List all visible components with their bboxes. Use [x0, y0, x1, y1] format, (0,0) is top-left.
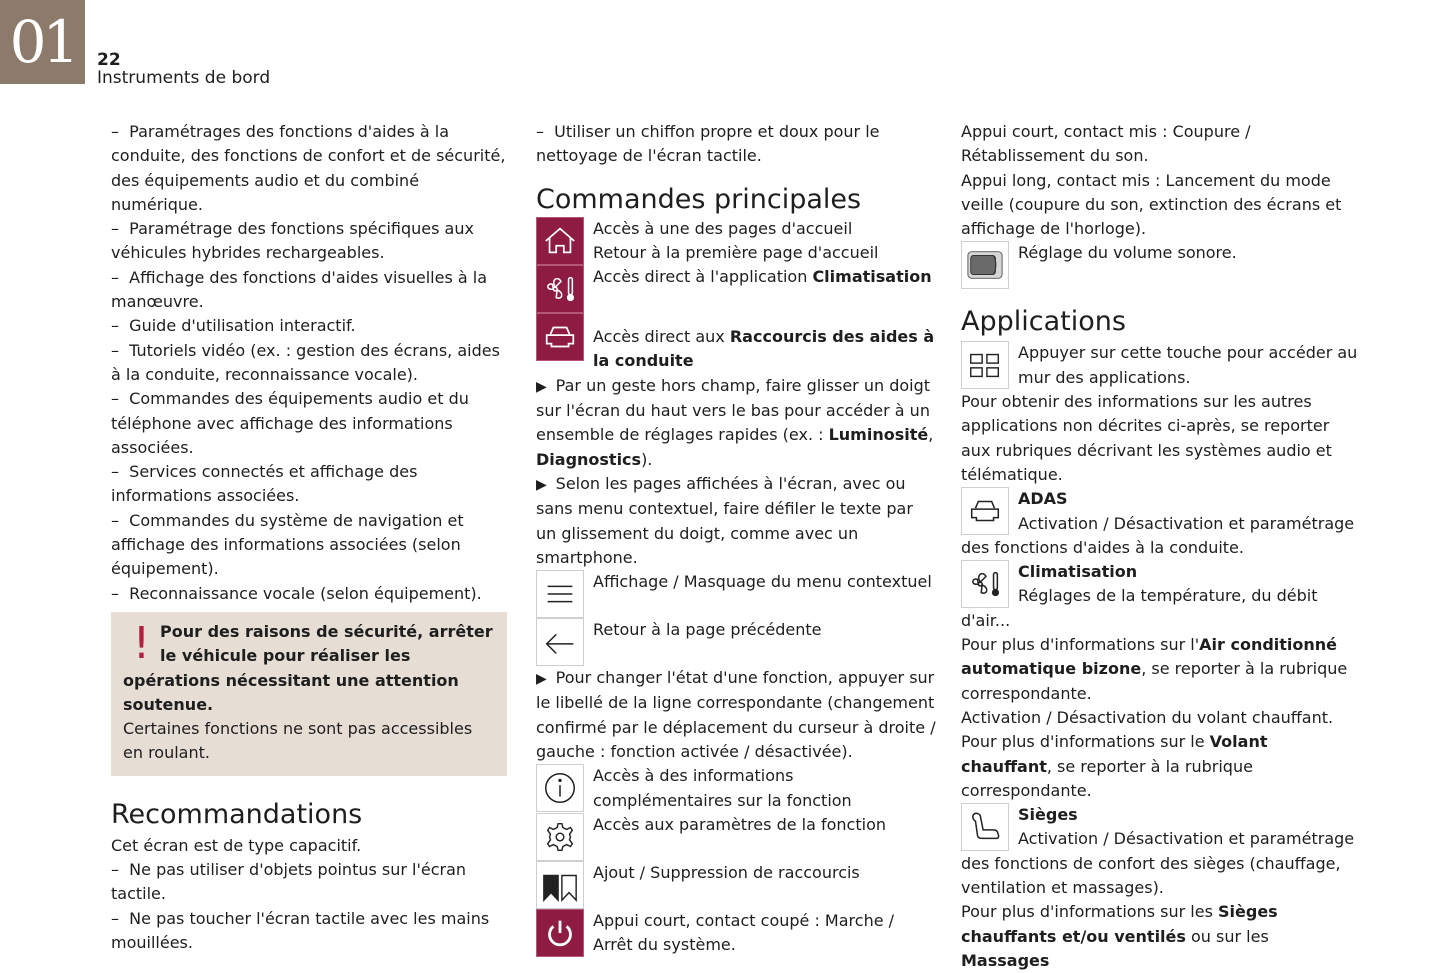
menu-text: Affichage / Masquage du menu contextuel — [593, 572, 932, 592]
adas-prefix: Accès direct aux — [593, 327, 730, 347]
command-menu — [536, 570, 936, 618]
gear-icon — [536, 813, 584, 861]
list-item: – Commandes du système de navigation et affichage des informations associées (selon équipement). — [111, 509, 511, 582]
sieges-text: Activation / Désactivation et paramétrage des fonctions de confort des sièges (chauffage, ventilation et massages). — [961, 829, 1355, 898]
bookmark-icon — [536, 861, 584, 909]
separator: , — [928, 425, 934, 445]
warning-bold-text: Pour des raisons de sécurité, arrêter le véhicule pour réaliser les opérations nécessitant une attention soutenue. — [123, 621, 493, 714]
sieges-info-bold-1: Sièges chauffants et/ou ventilés — [961, 902, 1278, 946]
list-item: – Utiliser un chiffon propre et doux pour le nettoyage de l'écran tactile. — [536, 120, 936, 169]
app-grid-icon — [961, 341, 1009, 389]
list-item: – Ne pas toucher l'écran tactile avec les mains mouillées. — [111, 907, 511, 956]
clim-info-prefix: Pour plus d'informations sur l' — [961, 635, 1200, 655]
section-title: Instruments de bord — [97, 68, 271, 88]
info-icon — [536, 764, 584, 812]
list-item: – Paramétrage des fonctions spécifiques aux véhicules hybrides rechargeables. — [111, 217, 511, 266]
hamburger-menu-icon — [536, 570, 584, 618]
clim-bold: Climatisation — [812, 267, 932, 287]
list-item: – Paramétrages des fonctions d'aides à la conduite, des fonctions de confort et de sécurité, des équipements audio et du combiné numérique. — [111, 120, 511, 217]
command-back — [536, 618, 936, 666]
home-line-1: Accès à une des pages d'accueil — [593, 218, 853, 238]
page-number: 22 — [97, 50, 121, 70]
info-text: Accès à des informations complémentaires sur la fonction — [593, 766, 852, 810]
chapter-badge: 01 — [0, 0, 85, 84]
power-short-text: Appui court, contact mis : Coupure / Rétablissement du son. — [961, 122, 1251, 166]
adas-title: ADAS — [1018, 489, 1068, 509]
apps-info-text: Pour obtenir des informations sur les autres applications non décrites ci-après, se reporter aux rubriques décrivant les systèmes audio et télématique. — [961, 392, 1332, 484]
exclamation-icon: ! — [132, 617, 151, 669]
heading-recommandations: Recommandations — [111, 798, 363, 830]
clim-text: Réglages de la température, du débit d'air... — [961, 586, 1318, 630]
power-text: Appui court, contact coupé : Marche / Arrêt du système. — [593, 910, 895, 955]
sieges-info-bold-2: Massages — [961, 950, 1050, 970]
adas-bold: Raccourcis des aides à la conduite — [593, 327, 935, 371]
list-item: – Commandes des équipements audio et du téléphone avec affichage des informations associées. — [111, 387, 511, 460]
warning-text: Certaines fonctions ne sont pas accessibles en roulant. — [123, 719, 473, 763]
list-item: – Services connectés et affichage des informations associées. — [111, 460, 511, 509]
column-2 — [536, 120, 936, 958]
command-info — [536, 764, 936, 813]
volant-info-prefix: Pour plus d'informations sur le — [961, 732, 1210, 752]
volant-info-bold: Volant chauffant — [961, 732, 1268, 776]
fan-thermometer-icon — [961, 560, 1009, 608]
list-item: – Affichage des fonctions d'aides visuelles à la manœuvre. — [111, 266, 511, 315]
volant-text: Activation / Désactivation du volant chauffant. — [961, 707, 1334, 727]
volume-wheel-icon — [961, 241, 1009, 289]
power-long-text: Appui long, contact mis : Lancement du mode veille (coupure du son, extinction des écrans et affichage de l'horloge). — [961, 170, 1342, 239]
clim-title: Climatisation — [1018, 562, 1138, 582]
home-line-2: Retour à la première page d'accueil — [593, 242, 879, 262]
car-icon — [961, 487, 1009, 535]
safety-warning-box — [111, 612, 507, 776]
sieges-info — [961, 900, 1361, 973]
apps-text: Appuyer sur cette touche pour accéder au mur des applications. — [1018, 343, 1358, 387]
diagnostics-bold: Diagnostics — [536, 449, 642, 469]
sieges-app — [961, 803, 1361, 900]
car-icon — [536, 313, 584, 361]
recommandations-intro: Cet écran est de type capacitif. — [111, 835, 362, 855]
command-power — [536, 909, 936, 958]
volume-row — [961, 241, 1361, 289]
home-icon — [536, 217, 584, 265]
column-3 — [961, 120, 1361, 973]
power-icon — [536, 909, 584, 957]
clim-prefix: Accès direct à l'application — [593, 267, 813, 287]
list-item: – Tutoriels vidéo (ex. : gestion des écrans, aides à la conduite, reconnaissance vocale). — [111, 339, 511, 388]
instruction-scroll: ▶ Selon les pages affichées à l'écran, avec ou sans menu contextuel, faire défiler le texte par un glissement du doigt, comme avec un smartphone. — [536, 472, 936, 570]
apps-row — [961, 341, 1361, 390]
clim-info — [961, 633, 1361, 706]
settings-text: Accès aux paramètres de la fonction — [593, 814, 886, 834]
command-clim — [536, 265, 936, 313]
volant-info-suffix: , se reporter à la rubrique correspondante. — [961, 756, 1253, 800]
back-text: Retour à la page précédente — [593, 620, 822, 640]
fan-thermometer-icon — [536, 265, 584, 313]
instruction-swipe — [536, 374, 936, 472]
list-item: – Ne pas utiliser d'objets pointus sur l'écran tactile. — [111, 858, 511, 907]
sieges-info-prefix: Pour plus d'informations sur les — [961, 902, 1219, 922]
volume-text: Réglage du volume sonore. — [1018, 243, 1237, 263]
list-item: – Reconnaissance vocale (selon équipement). — [111, 582, 511, 606]
column-1 — [111, 120, 511, 955]
command-adas — [536, 313, 936, 374]
instruction-text: Par un geste hors champ, faire glisser un doigt sur l'écran du haut vers le bas pour accéder à un ensemble de réglages rapides (ex. : — [536, 375, 931, 445]
list-item: – Guide d'utilisation interactif. — [111, 314, 511, 338]
command-settings — [536, 813, 936, 861]
instruction-toggle: ▶ Pour changer l'état d'une fonction, appuyer sur le libellé de la ligne correspondante (changement confirmé par le déplacement du curseur à droite / gauche : fonction activée / désactivée). — [536, 666, 936, 764]
seat-icon — [961, 803, 1009, 851]
arrow-left-icon — [536, 618, 584, 666]
sieges-title: Sièges — [1018, 805, 1078, 825]
command-home — [536, 217, 936, 266]
clim-info-suffix: , se reporter à la rubrique correspondante. — [961, 659, 1348, 703]
shortcut-text: Ajout / Suppression de raccourcis — [593, 862, 860, 882]
adas-app — [961, 487, 1361, 560]
clim-info-bold: Air conditionné automatique bizone — [961, 635, 1338, 679]
heading-commandes-principales: Commandes principales — [536, 183, 862, 215]
sieges-info-mid: ou sur les — [1185, 926, 1269, 946]
instruction-end: ). — [641, 449, 653, 469]
luminosite-bold: Luminosité — [828, 425, 929, 445]
command-shortcut — [536, 861, 936, 909]
clim-app — [961, 560, 1361, 633]
heading-applications: Applications — [961, 306, 1126, 338]
volant-info — [961, 730, 1361, 803]
adas-text: Activation / Désactivation et paramétrage des fonctions d'aides à la conduite. — [961, 513, 1355, 557]
